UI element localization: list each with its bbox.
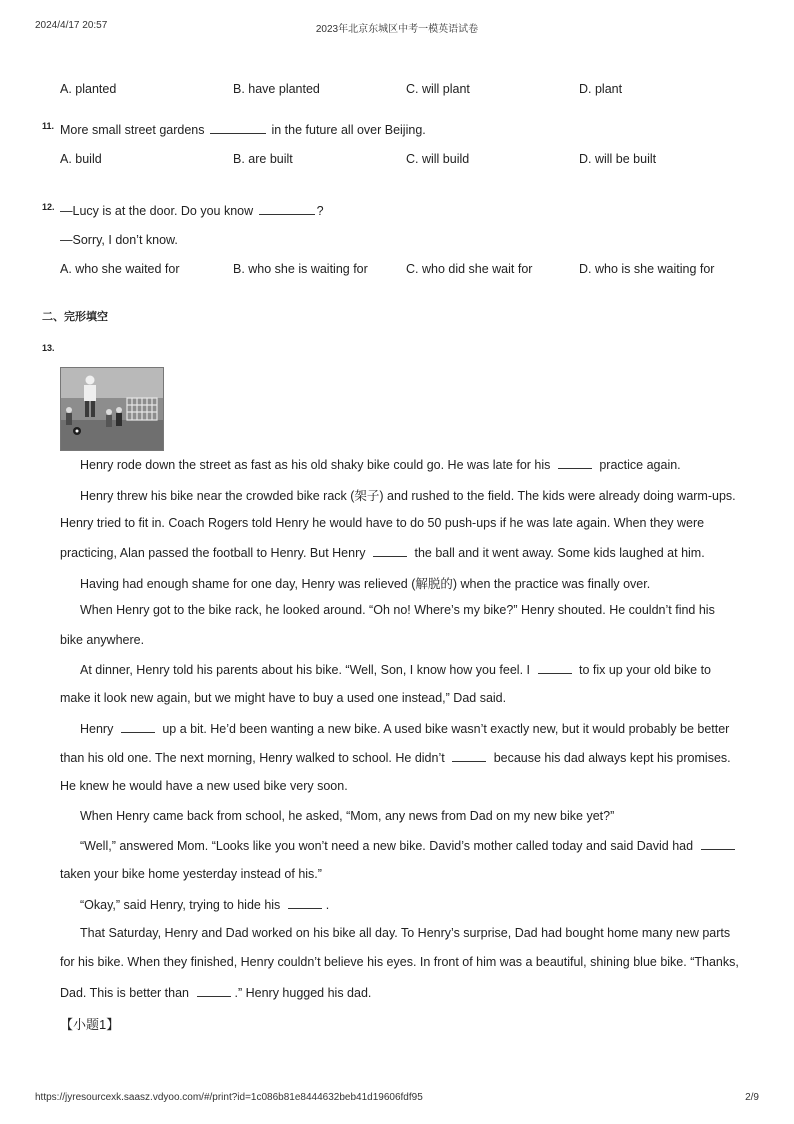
q12-option-b: B. who she is waiting for	[233, 262, 368, 276]
section-title: 二、完形填空	[42, 311, 108, 323]
story-line: taken your bike home yesterday instead of his.”	[60, 867, 322, 881]
q10-option-a: A. planted	[60, 82, 117, 96]
story-line: bike anywhere.	[60, 633, 145, 647]
story-text: Henry	[80, 722, 114, 736]
subquestion-label: 【小题1】	[60, 1017, 120, 1032]
story-line	[60, 545, 760, 560]
story-text: than his old one. The next morning, Henry walked to school. He didn’t	[60, 751, 445, 765]
cloze-blank	[121, 721, 155, 733]
q13-number: 13.	[42, 343, 55, 353]
story-line: Henry threw his bike near the crowded bike rack (架子) and rushed to the field. The kids were already doing warm-ups.	[80, 489, 736, 503]
cloze-blank	[373, 545, 407, 557]
q11-stem	[60, 122, 426, 137]
cloze-blank	[538, 662, 572, 674]
q12-options	[60, 262, 760, 278]
story-line	[60, 457, 780, 472]
page-url: https://jyresourcexk.saasz.vdyoo.com/#/print?id=1c086b81e8444632beb41d19606fdf95	[35, 1092, 423, 1103]
story-line: He knew he would have a new used bike very soon.	[60, 779, 348, 793]
story-line	[60, 750, 760, 765]
story-text: At dinner, Henry told his parents about his bike. “Well, Son, I know how you feel. I	[80, 663, 531, 677]
q12-line2: —Sorry, I don’t know.	[60, 233, 178, 247]
story-line	[60, 985, 760, 1000]
q12-stem	[60, 203, 324, 218]
q12-option-a: A. who she waited for	[60, 262, 180, 276]
q12-number: 12.	[42, 202, 55, 212]
answer-blank	[259, 203, 315, 215]
q10-option-b: B. have planted	[233, 82, 320, 96]
page-number: 2/9	[745, 1092, 759, 1103]
story-text: .	[325, 898, 330, 912]
q10-option-c: C. will plant	[406, 82, 470, 96]
cloze-blank	[558, 457, 592, 469]
q12-line1-after: ?	[316, 204, 324, 218]
story-line: That Saturday, Henry and Dad worked on his bike all day. To Henry’s surprise, Dad had bought home many new parts	[80, 926, 731, 940]
q11-options	[60, 152, 760, 168]
cloze-blank	[197, 985, 231, 997]
story-text: because his dad always kept his promises.	[493, 751, 731, 765]
q12-line1-before: —Lucy is at the door. Do you know	[60, 204, 254, 218]
cloze-blank	[701, 838, 735, 850]
story-line	[60, 838, 780, 853]
q11-option-c: C. will build	[406, 152, 470, 166]
story-text: Dad. This is better than	[60, 986, 190, 1000]
story-text: practicing, Alan passed the football to Henry. But Henry	[60, 546, 366, 560]
q12-option-c: C. who did she wait for	[406, 262, 533, 276]
story-line: for his bike. When they finished, Henry couldn’t believe his eyes. In front of him was a beautiful, shining blue bike. “Thanks,	[60, 955, 739, 969]
soccer-practice-image	[60, 367, 164, 451]
page-title: 2023年北京东城区中考一模英语试卷	[315, 24, 479, 35]
q10-option-d: D. plant	[579, 82, 623, 96]
q11-option-d: D. will be built	[579, 152, 657, 166]
q11-stem-after: in the future all over Beijing.	[271, 123, 426, 137]
story-text: practice again.	[599, 458, 681, 472]
cloze-blank	[288, 897, 322, 909]
cloze-blank	[452, 750, 486, 762]
story-text: “Okay,” said Henry, trying to hide his	[80, 898, 281, 912]
story-text: to fix up your old bike to	[578, 663, 712, 677]
story-line: When Henry got to the bike rack, he looked around. “Oh no! Where’s my bike?” Henry shouted. He couldn’t find his	[80, 603, 715, 617]
q12-option-d: D. who is she waiting for	[579, 262, 715, 276]
story-line: When Henry came back from school, he asked, “Mom, any news from Dad on my new bike yet?”	[80, 809, 615, 823]
story-text: .” Henry hugged his dad.	[234, 986, 372, 1000]
q11-number: 11.	[42, 121, 55, 131]
story-text: the ball and it went away. Some kids laughed at him.	[414, 546, 705, 560]
print-datetime: 2024/4/17 20:57	[35, 20, 108, 31]
q10-options	[60, 82, 760, 98]
story-line	[60, 897, 780, 912]
q11-stem-before: More small street gardens	[60, 123, 205, 137]
story-line	[60, 721, 780, 736]
q11-option-b: B. are built	[233, 152, 293, 166]
story-line: Having had enough shame for one day, Henry was relieved (解脱的) when the practice was finally over.	[80, 577, 651, 591]
story-line	[60, 662, 780, 677]
story-text: up a bit. He’d been wanting a new bike. A used bike wasn’t exactly new, but it would probably be better	[162, 722, 730, 736]
q11-option-a: A. build	[60, 152, 102, 166]
answer-blank	[210, 122, 266, 134]
story-text: “Well,” answered Mom. “Looks like you won’t need a new bike. David’s mother called today and said David had	[80, 839, 694, 853]
story-text: Henry rode down the street as fast as his old shaky bike could go. He was late for his	[80, 458, 551, 472]
story-line: make it look new again, but we might have to buy a used one instead,” Dad said.	[60, 691, 507, 705]
story-line: Henry tried to fit in. Coach Rogers told Henry he would have to do 50 push-ups if he was late again. When they were	[60, 516, 705, 530]
